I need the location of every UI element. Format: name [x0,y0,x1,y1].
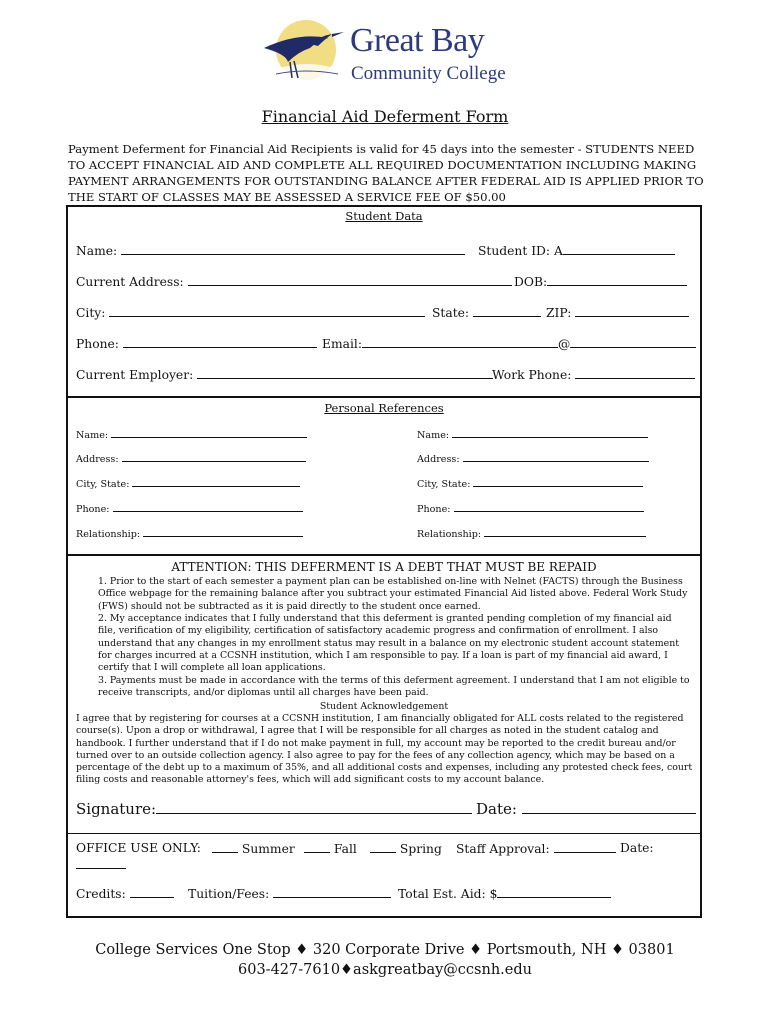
spring-field[interactable] [370,841,442,856]
city-label: City: [76,306,106,320]
signature-field[interactable] [76,800,472,818]
dollar-sign: $ [489,887,498,901]
address-label: Current Address: [76,275,184,289]
ref1-phone-field[interactable] [76,502,303,515]
terms-item-2: 2. My acceptance indicates that I fully understand that this deferment is granted pending completion of my financial aid file, verification of my eligibility, certification of satisfactory academic progress and confirmation of enrollment. I also understand that any changes in my enrollment status may result in a balance on my electronic student account statement for charges incurred at a CCSNH institution, which I am responsible to pay. If a loan is part of my financial aid award, I certify that I will complete all loan applications. [98,613,680,674]
address-field[interactable] [76,274,512,289]
ref2-phone-field[interactable] [417,502,644,515]
total-aid-label: Total Est. Aid: [398,887,486,901]
ref2-city-state-line[interactable] [473,477,643,487]
ref2-name-line[interactable] [452,428,648,438]
name-label: Name: [76,244,118,258]
references-section [66,396,702,556]
ref1-relationship-field[interactable] [76,527,303,540]
ref1-name-label: Name: [76,430,109,441]
signature-date-line[interactable] [522,800,696,814]
student-data-heading: Student Data [345,209,423,223]
ref1-city-state-line[interactable] [132,477,300,487]
state-field[interactable] [432,305,541,320]
city-line[interactable] [109,305,425,317]
student-id-line[interactable] [563,243,675,255]
fall-label: Fall [333,842,357,856]
acknowledgement-heading: Student Acknowledgement [319,701,449,712]
acknowledgement-text: I agree that by registering for courses at a CCSNH institution, I am financially obligated for ALL costs related to the registered course(s). Upon a drop or withdrawal, I agree that I will be responsible for all charges as noted in the student catalog and handbook. I further understand that if I do not make payment in full, my account may be reported to the credit bureau and/or turned over to an outside collection agency. I also agree to pay for the fees of any collection agency, which may be based on a percentage of the debt up to a maximum of 35%, and all additional costs and expenses, including any protested check fees, court filing costs and reasonable attorney's fees, which will add significant costs to my account balance. [76,713,693,786]
terms-item-3: 3. Payments must be made in accordance with the terms of this deferment agreement. I understand that I am not eligible to receive transcripts, and/or diplomas until all charges have been paid. [98,675,690,699]
work-phone-label: Work Phone: [492,368,572,382]
tuition-label: Tuition/Fees: [188,887,270,901]
credits-field[interactable] [76,886,174,901]
student-data-section [66,205,702,398]
references-heading: Personal References [324,401,444,415]
credits-line[interactable] [130,886,174,898]
ref1-city-state-label: City, State: [76,479,130,490]
staff-approval-field[interactable] [456,841,616,856]
zip-field[interactable] [546,305,689,320]
spring-line[interactable] [370,841,396,853]
fall-field[interactable] [304,841,357,856]
signature-date-field[interactable] [476,800,696,818]
ref1-relationship-label: Relationship: [76,529,141,540]
email-field[interactable] [322,336,696,351]
work-phone-line[interactable] [575,367,695,379]
logo-name: Great Bay [350,22,485,59]
credits-label: Credits: [76,887,126,901]
footer-address: College Services One Stop ♦ 320 Corporate Drive ♦ Portsmouth, NH ♦ 03801 [95,942,675,958]
email-user-line[interactable] [362,336,558,348]
ref2-address-line[interactable] [463,452,649,462]
signature-line[interactable] [156,800,472,814]
city-field[interactable] [76,305,425,320]
ref2-address-field[interactable] [417,452,649,465]
ref2-relationship-label: Relationship: [417,529,482,540]
phone-label: Phone: [76,337,119,351]
attention-section [66,554,702,918]
zip-line[interactable] [575,305,689,317]
ref1-name-line[interactable] [111,428,307,438]
work-phone-field[interactable] [492,367,695,382]
ref1-address-field[interactable] [76,452,306,465]
employer-label: Current Employer: [76,368,194,382]
ref2-phone-label: Phone: [417,504,451,515]
signature-date-label: Date: [476,800,517,818]
total-aid-field[interactable] [398,886,611,901]
email-domain-line[interactable] [570,336,696,348]
ref1-relationship-line[interactable] [143,527,303,537]
dob-label: DOB: [514,275,548,289]
ref1-name-field[interactable] [76,428,307,441]
office-use-label: OFFICE USE ONLY: [76,841,201,855]
ref1-city-state-field[interactable] [76,477,300,490]
terms-item-1: 1. Prior to the start of each semester a payment plan can be established on-line with Nelnet (FACTS) through the Business Office webpage for the remaining balance after you subtract your estimated Financial Aid listed above. Federal Work Study (FWS) should not be subtracted as it is paid directly to the student once earned. [98,576,688,612]
state-label: State: [432,306,470,320]
ref2-relationship-line[interactable] [484,527,646,537]
dob-line[interactable] [547,274,687,286]
employer-field[interactable] [76,367,493,382]
ref2-relationship-field[interactable] [417,527,646,540]
name-line[interactable] [121,243,465,255]
staff-approval-label: Staff Approval: [456,842,550,856]
phone-line[interactable] [123,336,317,348]
student-id-label: Student ID: A [478,244,563,258]
ref1-address-label: Address: [76,454,119,465]
attention-heading: ATTENTION: THIS DEFERMENT IS A DEBT THAT MUST BE REPAID [171,560,597,574]
ref1-address-line[interactable] [122,452,306,462]
tuition-line[interactable] [273,886,391,898]
ref1-phone-line[interactable] [113,502,303,512]
staff-approval-line[interactable] [554,841,616,853]
office-divider [68,833,700,834]
email-at: @ [557,337,571,351]
summer-line[interactable] [212,841,238,853]
employer-line[interactable] [197,367,493,379]
office-date-label: Date: [620,841,654,855]
footer-contact: 603-427-7610♦askgreatbay@ccsnh.edu [238,962,532,978]
summer-field[interactable] [212,841,295,856]
tuition-field[interactable] [188,886,391,901]
student-id-field[interactable] [478,243,675,258]
spring-label: Spring [399,842,442,856]
summer-label: Summer [241,842,295,856]
total-aid-line[interactable] [497,886,611,898]
ref2-address-label: Address: [417,454,460,465]
ref1-phone-label: Phone: [76,504,110,515]
logo-subtitle: Community College [351,63,506,84]
ref2-name-field[interactable] [417,428,648,441]
ref2-phone-line[interactable] [454,502,644,512]
ref2-city-state-label: City, State: [417,479,471,490]
fall-line[interactable] [304,841,330,853]
signature-label: Signature: [76,800,157,818]
name-field[interactable] [76,243,465,258]
address-line[interactable] [188,274,512,286]
phone-field[interactable] [76,336,317,351]
form-title: Financial Aid Deferment Form [261,107,509,126]
ref2-city-state-field[interactable] [417,477,643,490]
ref2-name-label: Name: [417,430,450,441]
intro-paragraph: Payment Deferment for Financial Aid Recipients is valid for 45 days into the semester - STUDENTS NEED TO ACCEPT FINANCIAL AID AND COMPLETE ALL REQUIRED DOCUMENTATION INCLUDING MAKING PAYMENT ARRANGEMENTS FOR OUTSTANDING BALANCE AFTER FEDERAL AID IS APPLIED PRIOR TO THE START OF CLASSES MAY BE ASSESSED A SERVICE FEE OF $50.00 [68,142,704,204]
email-label: Email: [322,337,362,351]
zip-label: ZIP: [546,306,572,320]
office-date-line[interactable] [76,868,126,869]
dob-field[interactable] [514,274,687,289]
state-line[interactable] [473,305,541,317]
